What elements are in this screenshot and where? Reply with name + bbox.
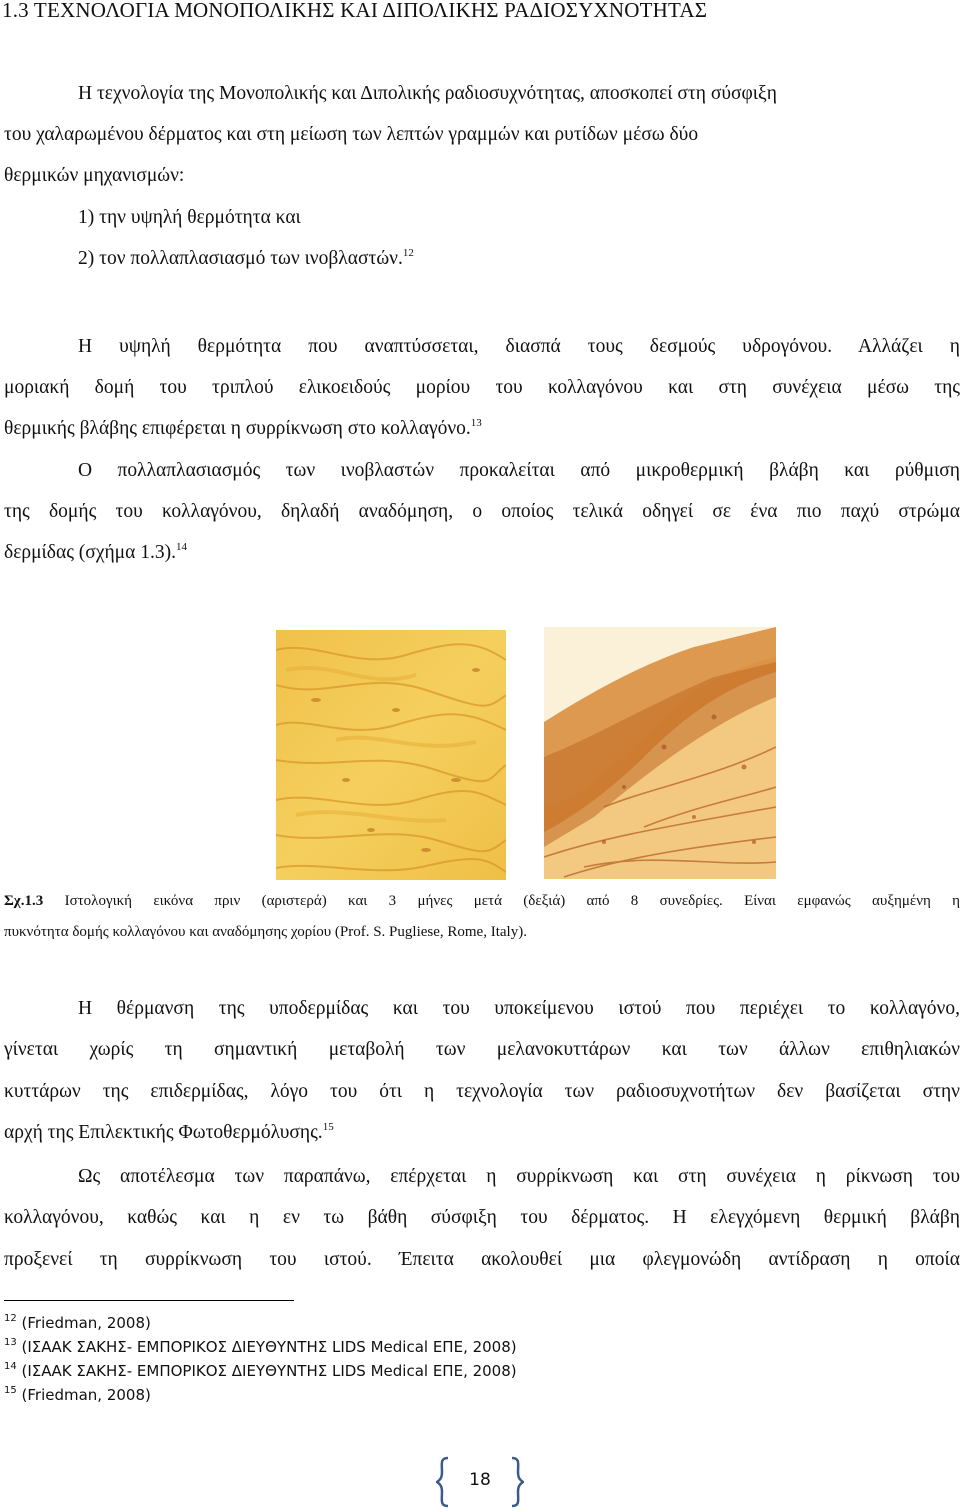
footnote-12: $^{12}$ (Friedman, 2008) [4, 1313, 151, 1332]
figure-label: Σχ.1.3 [4, 893, 44, 909]
para3-line1: Ο πολλαπλασιασμός των ινοβλαστών προκαλείται από μικροθερμική βλάβη και ρύθμιση [78, 460, 960, 481]
footnote-separator [4, 1300, 294, 1301]
para4-line2: γίνεται χωρίς τη σημαντική μεταβολή των μελανοκυττάρων και των άλλων επιθηλιακών [4, 1039, 960, 1060]
footnote-ref-13: 13 [470, 417, 482, 429]
footnote-14: $^{14}$ (ΙΣΑΑΚ ΣΑΚΗΣ- ΕΜΠΟΡΙΚΟΣ ΔΙΕΥΘΥΝΤΗΣ LIDS Medical ΕΠΕ, 2008) [4, 1361, 517, 1380]
para1-line1: Η τεχνολογία της Μονοπολικής και Διπολικής ραδιοσυχνότητας, αποσκοπεί στη σύσφιξη [78, 83, 777, 104]
para4-line3: κυττάρων της επιδερμίδας, λόγο του ότι η τεχνολογία των ραδιοσυχνοτήτων δεν βασίζεται στην [4, 1081, 960, 1102]
page-number-box [436, 1456, 524, 1508]
para5-line3: προξενεί τη συρρίκνωση του ιστού. Έπειτα ακολουθεί μια φλεγμονώδη αντίδραση η οποία [4, 1249, 960, 1270]
para4-line4: αρχή της Επιλεκτικής Φωτοθερμόλυσης.$^{15}$ [4, 1121, 334, 1143]
para1-line2: του χαλαρωμένου δέρματος και στη μείωση των λεπτών γραμμών και ρυτίδων μέσω δύο [4, 124, 699, 145]
footnote-13: $^{13}$ (ΙΣΑΑΚ ΣΑΚΗΣ- ΕΜΠΟΡΙΚΟΣ ΔΙΕΥΘΥΝΤΗΣ LIDS Medical ΕΠΕ, 2008) [4, 1337, 517, 1356]
section-heading: 1.3 ΤΕΧΝΟΛΟΓΙΑ ΜΟΝΟΠΟΛΙΚΗΣ ΚΑΙ ΔΙΠΟΛΙΚΗΣ ΡΑΔΙΟΣΥΧΝΟΤΗΤΑΣ [2, 0, 708, 22]
para2-line2: μοριακή δομή του τριπλού ελικοειδούς μορίου του κολλαγόνου και στη συνέχεια μέσω της [4, 377, 960, 398]
para2-line1: Η υψηλή θερμότητα που αναπτύσσεται, διασπά τους δεσμούς υδρογόνου. Αλλάζει η [78, 336, 960, 357]
list-item-2: 2) τον πολλαπλασιασμό των ινοβλαστών.$^{12}$ [78, 247, 414, 269]
page-number: 18 [469, 1470, 491, 1490]
footnote-15: $^{15}$ (Friedman, 2008) [4, 1385, 151, 1404]
para4-line1: Η θέρμανση της υποδερμίδας και του υποκείμενου ιστού που περιέχει το κολλαγόνο, [78, 998, 960, 1019]
para3-line3: δερμίδας (σχήμα 1.3).$^{14}$ [4, 541, 187, 563]
histology-after-image [544, 627, 776, 879]
para2-line3: θερμικής βλάβης επιφέρεται η συρρίκνωση στο κολλαγόνο.$^{13}$ [4, 417, 482, 439]
footnote-ref-14: 14 [175, 541, 187, 553]
list-item-1: 1) την υψηλή θερμότητα και [78, 207, 301, 228]
para5-line2: κολλαγόνου, καθώς και η εν τω βάθη σύσφιξη του δέρματος. Η ελεγχόμενη θερμική βλάβη [4, 1207, 960, 1228]
para1-line3: θερμικών μηχανισμών: [4, 165, 185, 186]
para5-line1: Ως αποτέλεσμα των παραπάνω, επέρχεται η συρρίκνωση και στη συνέχεια η ρίκνωση του [78, 1166, 960, 1187]
histology-before-image [276, 630, 506, 880]
footnote-ref-15: 15 [322, 1121, 334, 1133]
para3-line2: της δομής του κολλαγόνου, δηλαδή αναδόμηση, ο οποίος τελικά οδηγεί σε ένα πιο παχύ στρώμα [4, 501, 960, 522]
figure-caption-line2: πυκνότητα δομής κολλαγόνου και αναδόμησης χορίου (Prof. S. Pugliese, Rome, Italy). [4, 924, 527, 940]
figure-caption-line1: Σχ.1.3 Ιστολογική εικόνα πριν (αριστερά) και 3 μήνες μετά (δεξιά) από 8 συνεδρίες. Είναι εμφανώς αυξημένη η [4, 893, 960, 909]
footnote-ref-12: 12 [402, 247, 414, 259]
